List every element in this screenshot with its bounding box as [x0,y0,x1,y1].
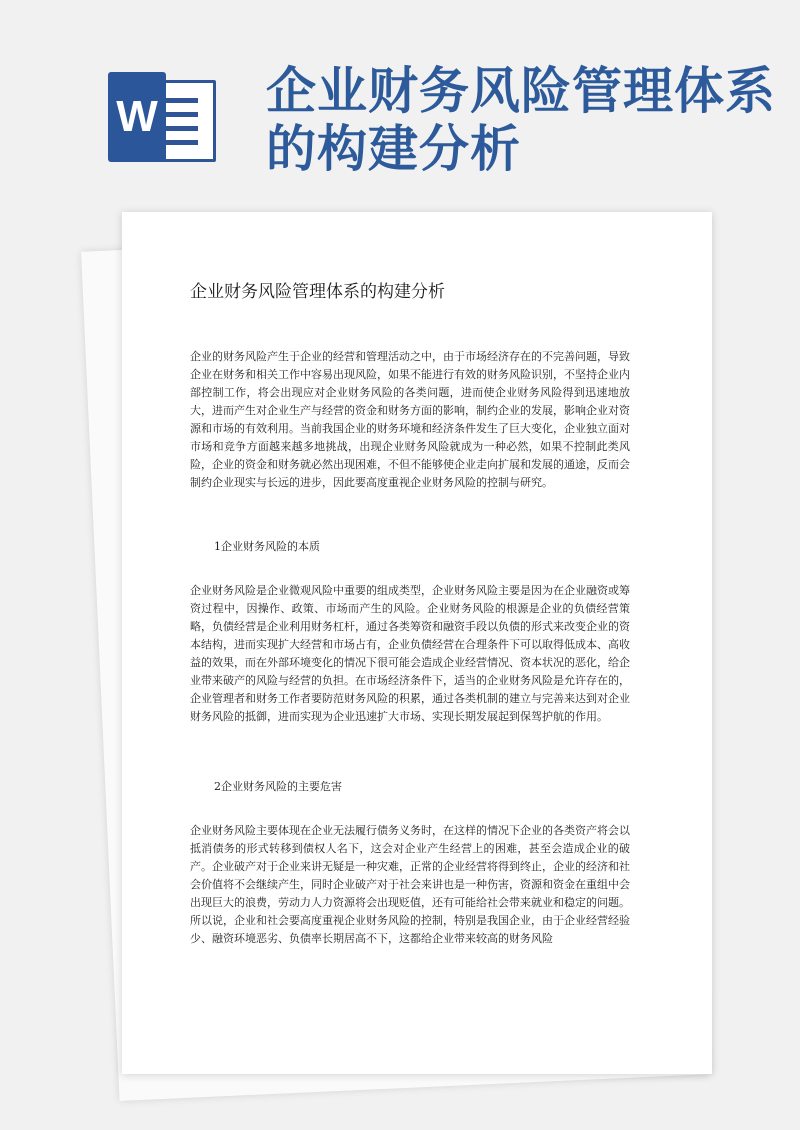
section-heading-2: 2企业财务风险的主要危害 [214,780,342,793]
paragraph-section-2: 企业财务风险主要体现在企业无法履行债务义务时，在这样的情况下企业的各类资产将会以抵消债务的形式转移到债权人名下，这会对企业产生经营上的困难，甚至会造成企业的破产。企业破产对于企业来讲无疑是一种灾难，正常的企业经营将得到终止，企业的经济和社会价值将不会继续产生，同时企业破产对于社会来讲也是一种伤害，资源和资金在重组中会出现巨大的浪费，劳动力人力资源将会出现贬值，还有可能给社会带来就业和稳定的问题。所以说，企业和社会要高度重视企业财务风险的控制，特别是我国企业，由于企业经营经验少、融资环境恶劣、负债率长期居高不下，这都给企业带来较高的财务风险 [190,824,630,945]
paragraph-intro: 企业的财务风险产生于企业的经营和管理活动之中，由于市场经济存在的不完善问题，导致企业在财务和相关工作中容易出现风险，如果不能进行有效的财务风险识别，不坚持企业内部控制工作，将会出现应对企业财务风险的各类问题，进而使企业财务风险得到迅速地放大，进而产生对企业生产与经营的资金和财务方面的影响，制约企业的发展，影响企业对资源和市场的有效利用。当前我国企业的财务环境和经济条件发生了巨大变化，企业独立面对市场和竞争方面越来越多地挑战，出现企业财务风险就成为一种必然，如果不控制此类风险，企业的资金和财务就必然出现困难，不但不能够使企业走向扩展和发展的通途，反而会制约企业现实与长远的进步，因此要高度重视企业财务风险的控制与研究。 [190,350,630,489]
paragraph-section-1: 企业财务风险是企业微观风险中重要的组成类型，企业财务风险主要是因为在企业融资或筹资过程中，因操作、政策、市场而产生的风险。企业财务风险的根源是企业的负债经营策略，负债经营是企业利用财务杠杆，通过各类筹资和融资手段以负债的形式来改变企业的资本结构，进而实现扩大经营和市场占有，企业负债经营在合理条件下可以取得低成本、高收益的效果，而在外部环境变化的情况下很可能会造成企业经营情况、资本状况的恶化，给企业带来破产的风险与经营的负担。在市场经济条件下，适当的企业财务风险是允许存在的，企业管理者和财务工作者要防范财务风险的积累，通过各类机制的建立与完善来达到对企业财务风险的抵御，进而实现为企业迅速扩大市场、实现长期发展起到保驾护航的作用。 [190,584,630,723]
page-title: 企业财务风险管理体系的构建分析 [266,62,776,178]
word-logo-badge: W [108,72,166,162]
word-document-icon [108,72,214,162]
document-page [122,212,712,1074]
section-heading-1: 1企业财务风险的本质 [214,540,320,553]
header [0,0,800,200]
document-title: 企业财务风险管理体系的构建分析 [190,282,445,302]
